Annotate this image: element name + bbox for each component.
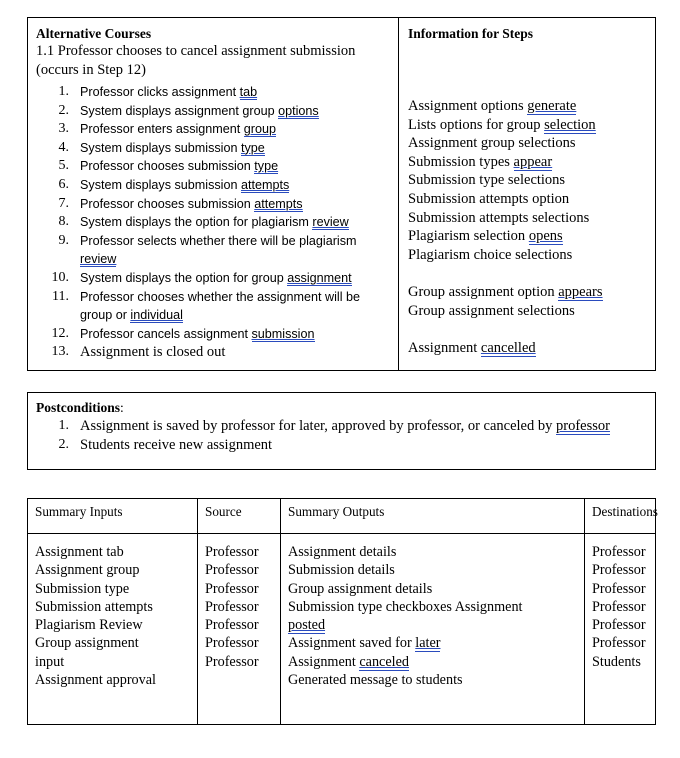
grammar-marked-word: selection [544, 116, 596, 133]
step-number: 7. [58, 195, 69, 211]
alternative-courses-heading: Alternative Courses [36, 26, 152, 41]
postconditions-list [36, 417, 647, 454]
text-run: Group assignment option [408, 283, 559, 300]
text-run: Assignment details [288, 544, 397, 560]
alternative-courses-table [27, 17, 656, 371]
step-number: 4. [58, 139, 69, 155]
text-run: Plagiarism choice selections [408, 246, 573, 263]
alternative-course-step [36, 139, 392, 158]
summary-output-item [288, 616, 584, 634]
step-number: 9. [58, 232, 69, 248]
information-line [408, 134, 649, 153]
grammar-marked-word: type [254, 159, 279, 174]
step-number: 5. [58, 158, 69, 174]
grammar-marked-word: canceled [359, 653, 409, 670]
information-line [408, 227, 649, 246]
summary-table-cell-source [198, 534, 281, 725]
summary-output-item [288, 561, 584, 579]
summary-input-item: input [35, 653, 65, 670]
grammar-marked-word: type [240, 140, 265, 155]
grammar-marked-word: professor [556, 418, 610, 434]
step-text [80, 327, 315, 342]
information-line [408, 339, 649, 358]
grammar-marked-word: later [415, 635, 441, 652]
alternative-course-step [36, 83, 392, 102]
grammar-marked-word: assignment [287, 270, 352, 285]
alternative-course-step [36, 157, 392, 176]
postcondition-text [80, 418, 610, 435]
step-text [80, 159, 278, 174]
information-line [408, 97, 649, 116]
step-text [80, 290, 360, 324]
destination-item: Professor [592, 617, 646, 634]
summary-table-header-row [28, 499, 655, 534]
grammar-marked-word: appear [513, 153, 553, 170]
grammar-marked-word: submission [251, 326, 315, 341]
step-number: 13. [51, 344, 69, 360]
summary-output-item [288, 634, 584, 652]
step-text [80, 85, 257, 100]
destination-item: Professor [592, 635, 646, 652]
text-run: Generated message to students [288, 672, 463, 689]
postconditions-box [27, 392, 656, 470]
step-number: 8. [58, 214, 69, 230]
text-run: System displays assignment group [80, 103, 279, 118]
summary-input-item: Submission attempts [35, 598, 153, 615]
step-number: 10. [51, 269, 69, 285]
summary-table [27, 498, 656, 725]
step-text [80, 122, 276, 137]
alternative-courses-subheading-line1: 1.1 Professor chooses to cancel assignment submission [36, 43, 356, 59]
grammar-marked-word: cancelled [480, 339, 536, 356]
summary-table-header-summary-inputs: Summary Inputs [28, 499, 198, 534]
destination-item: Professor [592, 598, 646, 615]
text-run: Submission attempts selections [408, 209, 590, 226]
information-line [408, 116, 649, 135]
postcondition-number: 1. [58, 418, 69, 433]
source-list [205, 543, 280, 671]
grammar-marked-word: tab [239, 85, 258, 99]
text-run: Submission type checkboxes Assignment [288, 598, 523, 615]
text-run: System displays the option for group [80, 270, 288, 285]
summary-input-item: Plagiarism Review [35, 617, 143, 634]
text-run: Plagiarism selection [408, 228, 529, 245]
text-run: Assignment is closed out [80, 344, 226, 361]
summary-table-header-destinations: Destinations [585, 499, 656, 534]
grammar-marked-word: group [243, 122, 277, 137]
alternative-courses-step-list [36, 83, 392, 362]
postconditions-title-suffix: : [120, 400, 124, 415]
destination-item: Professor [592, 544, 646, 560]
alternative-courses-subheading-line2: (occurs in Step 12) [36, 61, 146, 78]
text-run: Professor chooses submission [80, 196, 255, 211]
grammar-marked-word: posted [288, 617, 326, 634]
step-text [80, 215, 349, 230]
postcondition-number: 2. [58, 436, 69, 452]
summary-table-cell-summary-inputs [28, 534, 198, 725]
information-line [408, 190, 649, 209]
alternative-course-step [36, 343, 392, 362]
summary-input-item: Assignment approval [35, 672, 156, 689]
source-item: Professor [205, 580, 259, 597]
text-run: Assignment group selections [408, 135, 576, 152]
information-line [408, 209, 649, 228]
summary-table-header-summary-outputs: Summary Outputs [281, 499, 585, 534]
information-line-spacer [408, 264, 649, 283]
grammar-marked-word: review [80, 252, 117, 267]
summary-outputs-list [288, 543, 584, 689]
information-for-steps-heading: Information for Steps [408, 26, 534, 41]
postcondition-text [80, 437, 272, 453]
grammar-marked-word: opens [528, 228, 563, 245]
text-run: Assignment options [408, 98, 528, 114]
step-number: 12. [51, 325, 69, 341]
summary-table-cell-summary-outputs [281, 534, 585, 725]
step-number: 2. [58, 102, 69, 118]
summary-output-item [288, 543, 584, 561]
destination-item: Professor [592, 580, 646, 597]
source-item: Professor [205, 544, 259, 560]
alternative-course-step [36, 102, 392, 121]
step-text [80, 178, 289, 193]
postcondition-item [36, 417, 647, 436]
text-run: Professor clicks assignment [80, 85, 240, 99]
alternative-course-step [36, 213, 392, 232]
step-number: 6. [58, 176, 69, 192]
text-run: Assignment [288, 653, 360, 670]
information-line-spacer [408, 320, 649, 339]
text-run: Group assignment selections [408, 302, 575, 319]
text-run: Submission types [408, 153, 514, 170]
alternative-course-step [36, 288, 392, 325]
alternative-course-step [36, 176, 392, 195]
text-run: Professor enters assignment [80, 122, 244, 137]
information-line [408, 283, 649, 302]
grammar-marked-word: options [278, 103, 319, 118]
information-for-steps-list [408, 97, 649, 357]
text-run: Lists options for group [408, 116, 545, 133]
summary-output-item [288, 598, 584, 616]
source-item: Professor [205, 598, 259, 615]
summary-input-item: Group assignment [35, 635, 139, 652]
alternative-course-step [36, 232, 392, 269]
text-run: Assignment saved for [288, 635, 416, 652]
summary-table-cell-destinations [585, 534, 656, 725]
text-run: Group assignment details [288, 580, 433, 597]
postconditions-title [36, 399, 647, 416]
text-run: Assignment [408, 339, 481, 356]
text-run: Submission details [288, 562, 395, 579]
text-run: System displays submission [80, 177, 241, 192]
grammar-marked-word: generate [527, 98, 577, 114]
summary-inputs-list [35, 543, 197, 689]
source-item: Professor [205, 653, 259, 670]
grammar-marked-word: individual [130, 308, 183, 323]
summary-input-item: Assignment tab [35, 544, 124, 560]
postconditions-title-text: Postconditions [36, 400, 121, 415]
text-run: Students receive new assignment [80, 436, 273, 453]
summary-table-header-source: Source [198, 499, 281, 534]
summary-table-body-row [28, 534, 655, 725]
destination-item: Professor [592, 562, 646, 579]
source-item: Professor [205, 635, 259, 652]
alternative-course-step [36, 325, 392, 344]
step-text [80, 344, 225, 360]
step-text [80, 271, 352, 286]
postcondition-item [36, 436, 647, 455]
summary-input-item: Assignment group [35, 562, 140, 579]
grammar-marked-word: attempts [240, 177, 290, 192]
step-text [80, 141, 265, 156]
information-for-steps-spacer [408, 42, 649, 97]
summary-table-grid [28, 499, 658, 724]
alternative-courses-left-column [28, 18, 399, 370]
grammar-marked-word: review [312, 215, 349, 230]
grammar-marked-word: attempts [254, 196, 303, 211]
step-number: 1. [58, 84, 69, 99]
grammar-marked-word: appears [558, 283, 603, 300]
source-item: Professor [205, 617, 259, 634]
text-run: Professor chooses submission [80, 159, 255, 174]
step-number: 11. [52, 288, 69, 304]
step-text [80, 104, 319, 119]
destinations-list [592, 543, 655, 671]
summary-output-item [288, 653, 584, 671]
text-run: Professor chooses whether the assignment will be group or [80, 289, 361, 323]
source-item: Professor [205, 562, 259, 579]
step-text [80, 234, 356, 268]
alternative-course-step [36, 269, 392, 288]
information-line [408, 153, 649, 172]
text-run: Professor cancels assignment [80, 326, 252, 341]
information-line [408, 171, 649, 190]
step-number: 3. [58, 121, 69, 137]
text-run: Submission attempts option [408, 190, 570, 207]
text-run: Submission type selections [408, 172, 566, 189]
text-run: System displays submission [80, 140, 241, 155]
information-line [408, 246, 649, 265]
summary-output-item [288, 671, 584, 689]
text-run: Professor selects whether there will be plagiarism [80, 233, 357, 248]
alternative-course-step [36, 195, 392, 214]
summary-output-item [288, 580, 584, 598]
information-for-steps-column [399, 18, 655, 370]
information-line [408, 302, 649, 321]
destination-item: Students [592, 653, 641, 670]
alternative-course-step [36, 120, 392, 139]
text-run: Assignment is saved by professor for later, approved by professor, or canceled by [80, 418, 556, 434]
summary-input-item: Submission type [35, 580, 130, 597]
text-run: System displays the option for plagiarism [80, 215, 313, 230]
step-text [80, 197, 303, 212]
